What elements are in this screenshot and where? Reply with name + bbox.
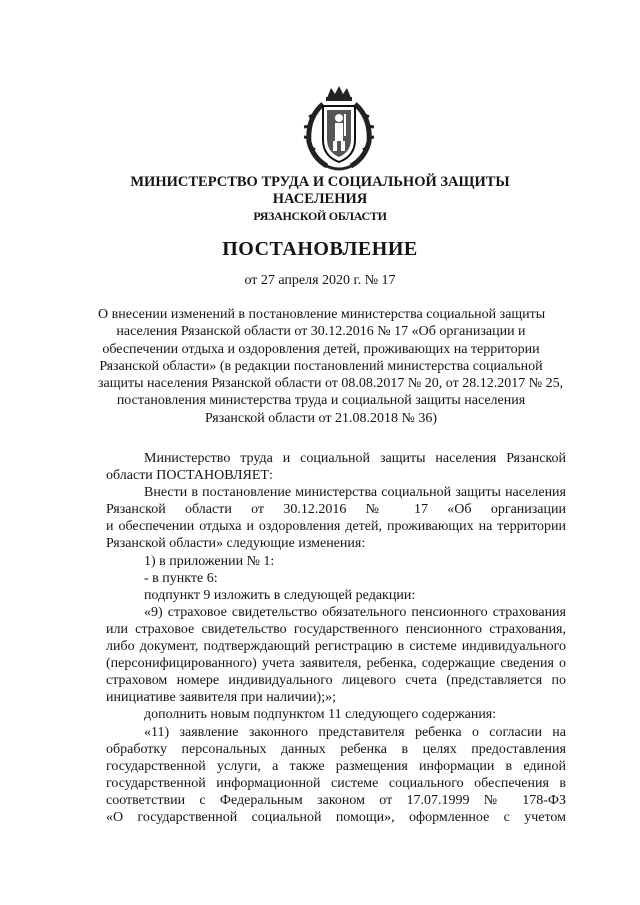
body-text-line: или страховое свидетельство государственного пенсионного страхования,	[106, 621, 566, 637]
body-text-line: обработку персональных данных ребенка в целях предоставления	[106, 741, 566, 757]
body-text-line: «О государственной социальной помощи», оформленное с учетом	[106, 809, 566, 825]
body-text-line: 1) в приложении № 1:	[144, 553, 275, 569]
body-text-line: «11) заявление законного представителя ребенка о согласии на	[144, 724, 566, 740]
document-subject	[98, 306, 564, 427]
body-text-line: Министерство труда и социальной защиты населения Рязанской	[144, 451, 566, 466]
body-text-line: инициативе заявителя при наличии);»;	[106, 690, 336, 706]
subject-line: Рязанской области» (в редакции постановлений министерства социальной	[99, 358, 543, 374]
subject-line: обеспечении отдыха и оздоровления детей, проживающих на территории	[102, 341, 540, 357]
body-text-line: области ПОСТАНОВЛЯЕТ:	[106, 468, 273, 484]
body-text-line: страховом номере индивидуального лицевого счета (представляется по	[106, 673, 566, 689]
subject-line: Рязанской области от 21.08.2018 № 36)	[205, 410, 437, 426]
body-text-line: Рязанской области от 30.12.2016 № 17 «Об организации	[106, 502, 566, 518]
body-text-line: Рязанской области» следующие изменения:	[106, 536, 366, 552]
ministry-line-1: МИНИСТЕРСТВО ТРУДА И СОЦИАЛЬНОЙ ЗАЩИТЫ	[130, 174, 510, 190]
body-text-line: дополнить новым подпунктом 11 следующего содержания:	[144, 707, 497, 723]
body-text-line: - в пункте 6:	[144, 570, 218, 586]
body-text-line: подпункт 9 изложить в следующей редакции:	[144, 587, 416, 603]
ministry-line-2: НАСЕЛЕНИЯ	[272, 191, 368, 207]
body-text-line: (персонифицированного) учета заявителя, ребенка, содержащие сведения о	[106, 656, 566, 672]
document-type-title: ПОСТАНОВЛЕНИЕ	[222, 238, 418, 260]
body-text-line: государственной информационной системе социального обеспечения в	[106, 775, 566, 791]
document-body	[106, 450, 566, 826]
body-text-line: «9) страховое свидетельство обязательного пенсионного страхования	[144, 604, 566, 620]
subject-line: постановления министерства труда и социальной защиты населения	[116, 393, 526, 409]
body-text-line: либо документ, подтверждающий регистрацию в системе индивидуального	[106, 639, 566, 655]
subject-line: О внесении изменений в постановление министерства социальной защиты	[98, 307, 546, 322]
body-text-line: государственной услуги, а также размещения информации в единой	[106, 758, 566, 774]
ministry-name	[120, 174, 520, 225]
body-text-line: Внести в постановление министерства социальной защиты населения	[144, 485, 566, 501]
body-text-line: и обеспечении отдыха и оздоровления детей, проживающих на территории	[106, 519, 566, 535]
coat-of-arms-icon	[293, 84, 385, 174]
body-text-line: соответствии с Федеральным законом от 17.07.1999 № 178-ФЗ	[106, 792, 566, 808]
document-date-number: от 27 апреля 2020 г. № 17	[244, 273, 396, 288]
subject-line: защиты населения Рязанской области от 08.08.2017 № 20, от 28.12.2017 № 25,	[98, 376, 564, 392]
ministry-line-3: РЯЗАНСКОЙ ОБЛАСТИ	[253, 209, 387, 223]
subject-line: населения Рязанской области от 30.12.2016 № 17 «Об организации и	[116, 324, 526, 340]
